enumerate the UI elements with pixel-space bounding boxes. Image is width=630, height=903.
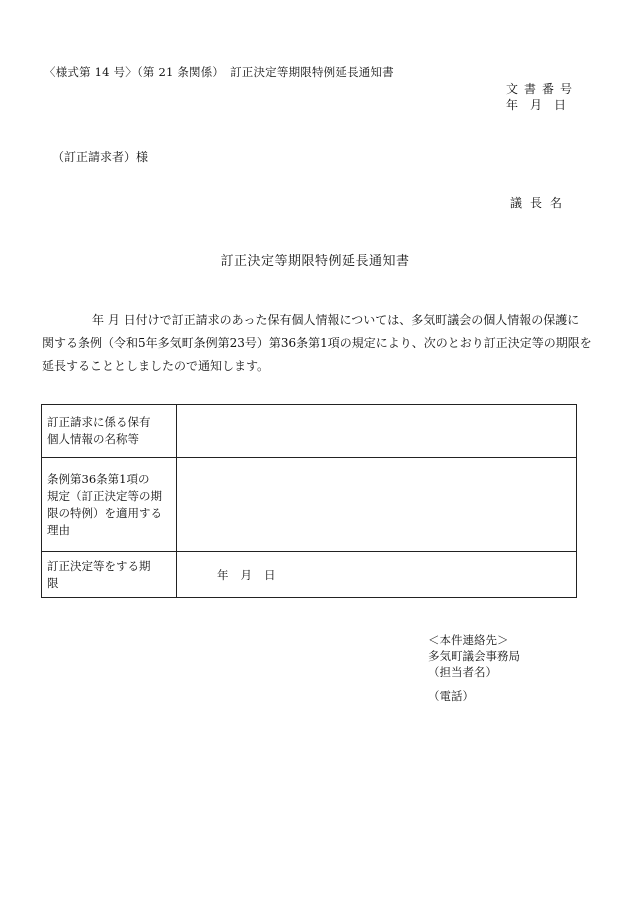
sender-name: 議長名 xyxy=(509,196,570,210)
contact-phone: （電話） xyxy=(428,689,474,703)
addressee: （訂正請求者）様 xyxy=(52,150,149,164)
row-label-info-name: 訂正請求に係る保有 個人情報の名称等 xyxy=(42,405,177,458)
row-label-reason: 条例第36条第1項の 規定（訂正決定等の期 限の特例）を適用する 理由 xyxy=(42,458,177,552)
row-value-deadline xyxy=(177,552,577,598)
body-line-3: 延長することとしましたので通知します。 xyxy=(42,359,270,373)
details-table xyxy=(41,404,577,598)
row-value-info-name xyxy=(177,405,577,458)
table-row xyxy=(42,405,577,458)
body-line-1: 年 月 日付けで訂正請求のあった保有個人情報については、多気町議会の個人情報の保護に xyxy=(92,313,580,327)
row-value-reason xyxy=(177,458,577,552)
form-number-label: 〈様式第 14 号〉（第 21 条関係） 訂正決定等期限特例延長通知書 xyxy=(44,65,394,79)
table-row xyxy=(42,552,577,598)
contact-person: （担当者名） xyxy=(428,665,497,679)
contact-heading: ＜本件連絡先＞ xyxy=(428,633,509,647)
contact-office: 多気町議会事務局 xyxy=(428,649,520,663)
row-label-deadline: 訂正決定等をする期 限 xyxy=(42,552,177,598)
document-title: 訂正決定等期限特例延長通知書 xyxy=(220,254,410,269)
document-date-label: 年月日 xyxy=(505,98,578,112)
table-row xyxy=(42,458,577,552)
contact-block xyxy=(428,632,520,704)
body-line-2: 関する条例（令和5年多気町条例第23号）第36条第1項の規定により、次のとおり訂正決定等の期限を xyxy=(42,336,592,350)
notice-body xyxy=(42,309,592,378)
deadline-date: 年月日 xyxy=(217,567,288,582)
document-number-label: 文書番号 xyxy=(505,82,578,96)
